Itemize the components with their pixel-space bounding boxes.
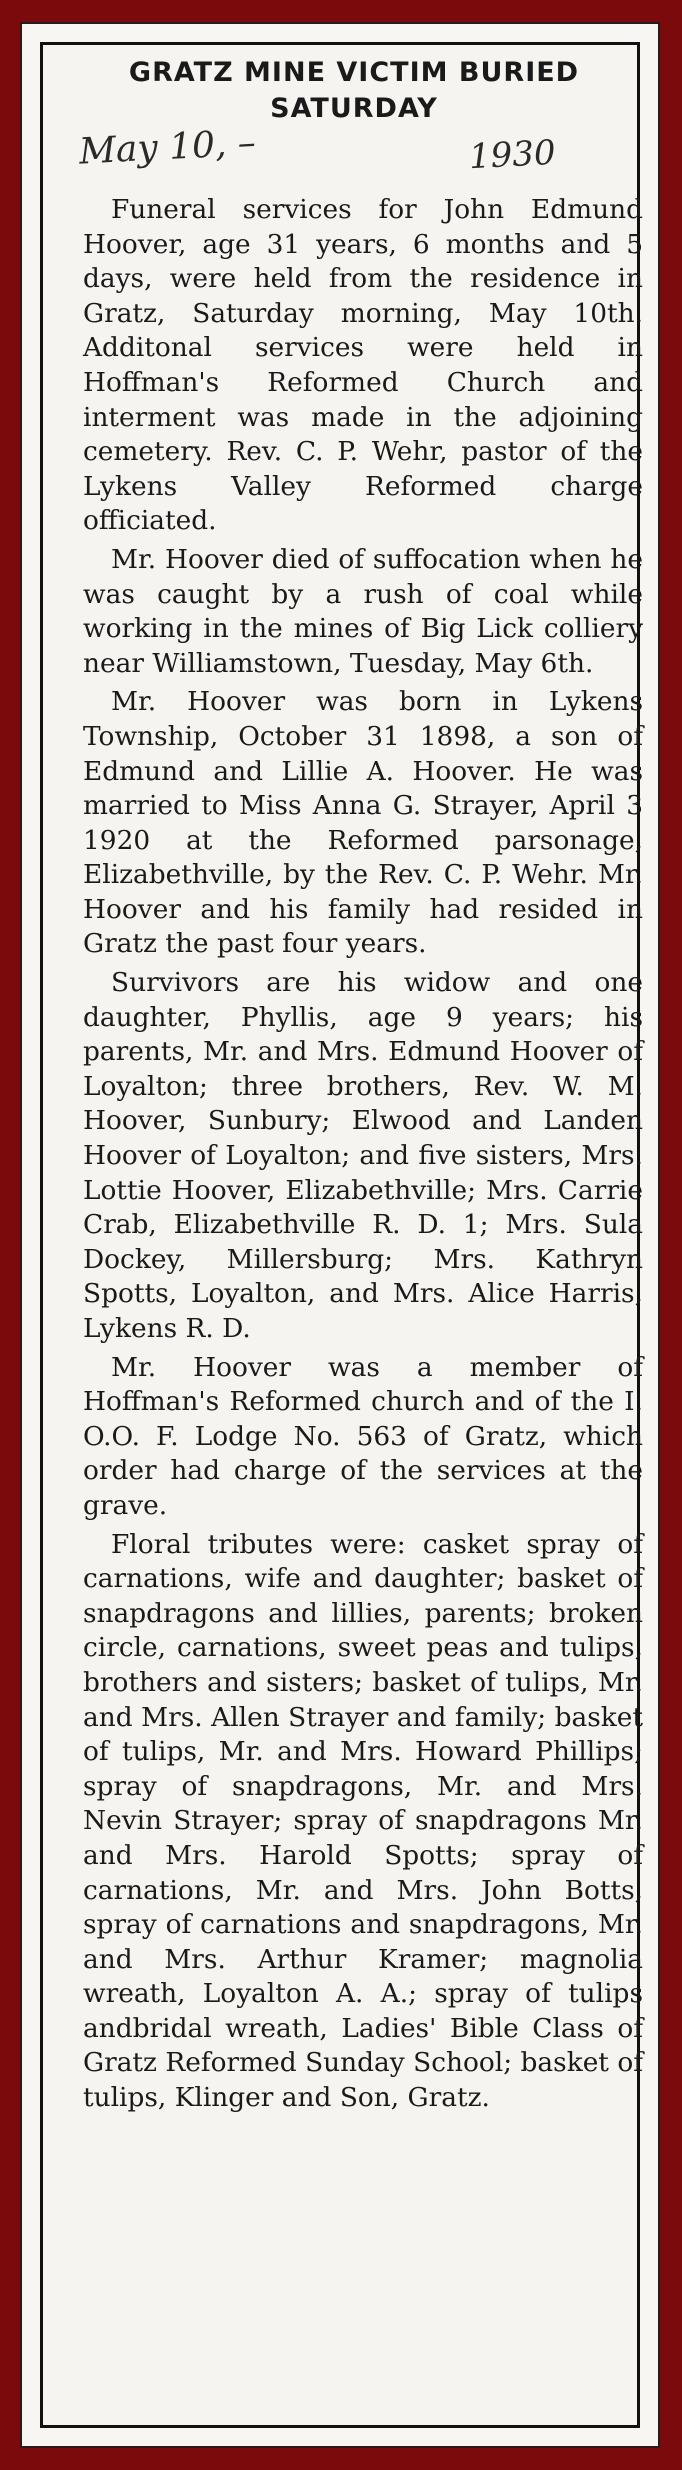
paragraph-funeral: Funeral services for John Edmund Hoover, age 31 years, 6 months and 5 days, were held from the residence in Gratz, Saturday morning, May 10th. Additonal services were held in Hoffman's Reformed Church and interment was made in the adjoining cemetery. Rev. C. P. Wehr, pastor of the Lykens Valley Reformed charge officiated. <box>83 194 643 537</box>
article-body <box>83 193 643 2120</box>
photo-mat <box>20 22 660 2448</box>
paragraph-death: Mr. Hoover died of suffocation when he was caught by a rush of coal while working in the mines of Big Lick colliery near Williamstown, Tuesday, May 6th. <box>83 543 643 679</box>
handwritten-date: May 10, – <box>78 122 257 173</box>
clipping-border <box>40 42 643 2428</box>
paragraph-biography: Mr. Hoover was born in Lykens Township, October 31 1898, a son of Edmund and Lillie A. Hoover. He was married to Miss Anna G. Strayer, April 3 1920 at the Reformed parsonage, Elizabethville, by the Rev. C. P. Wehr. Mr. Hoover and his family had resided in Gratz the past four years. <box>83 686 643 960</box>
paragraph-survivors: Survivors are his widow and one daughter, Phyllis, age 9 years; his parents, Mr. and Mrs. Edmund Hoover of Loyalton; three brothers, Rev. W. M. Hoover, Sunbury; Elwood and Landen Hoover of Loyalton; and five sisters, Mrs. Lottie Hoover, Elizabethville; Mrs. Carrie Crab, Elizabethville R. D. 1; Mrs. Sula Dockey, Millersburg; Mrs. Kathryn Spotts, Loyalton, and Mrs. Alice Harris, Lykens R. D. <box>83 967 643 1344</box>
paragraph-membership: Mr. Hoover was a member of Hoffman's Reformed church and of the I. O.O. F. Lodge No. 563 of Gratz, which order had charge of the services at the grave. <box>83 1351 643 1521</box>
newspaper-clipping <box>69 55 643 2114</box>
headline-line-1: GRATZ MINE VICTIM BURIED <box>128 57 580 88</box>
paragraph-floral-tributes: Floral tributes were: casket spray of carnations, wife and daughter; basket of snapdragons and lillies, parents; broken circle, carnations, sweet peas and tulips, brothers and sisters; basket of tulips, Mr. and Mrs. Allen Strayer and family; basket of tulips, Mr. and Mrs. Howard Phillips; spray of snapdragons, Mr. and Mrs. Nevin Strayer; spray of snapdragons Mr. and Mrs. Harold Spotts; spray of carnations, Mr. and Mrs. John Botts, spray of carnations and snapdragons, Mr. and Mrs. Arthur Kramer; magnolia wreath, Loyalton A. A.; spray of tulips andbridal wreath, Ladies' Bible Class of Gratz Reformed Sunday School; basket of tulips, Klinger and Son, Gratz. <box>83 1528 643 2114</box>
headline-line-2: SATURDAY <box>270 93 438 124</box>
handwritten-year: 1930 <box>468 132 557 178</box>
headline <box>69 55 639 127</box>
